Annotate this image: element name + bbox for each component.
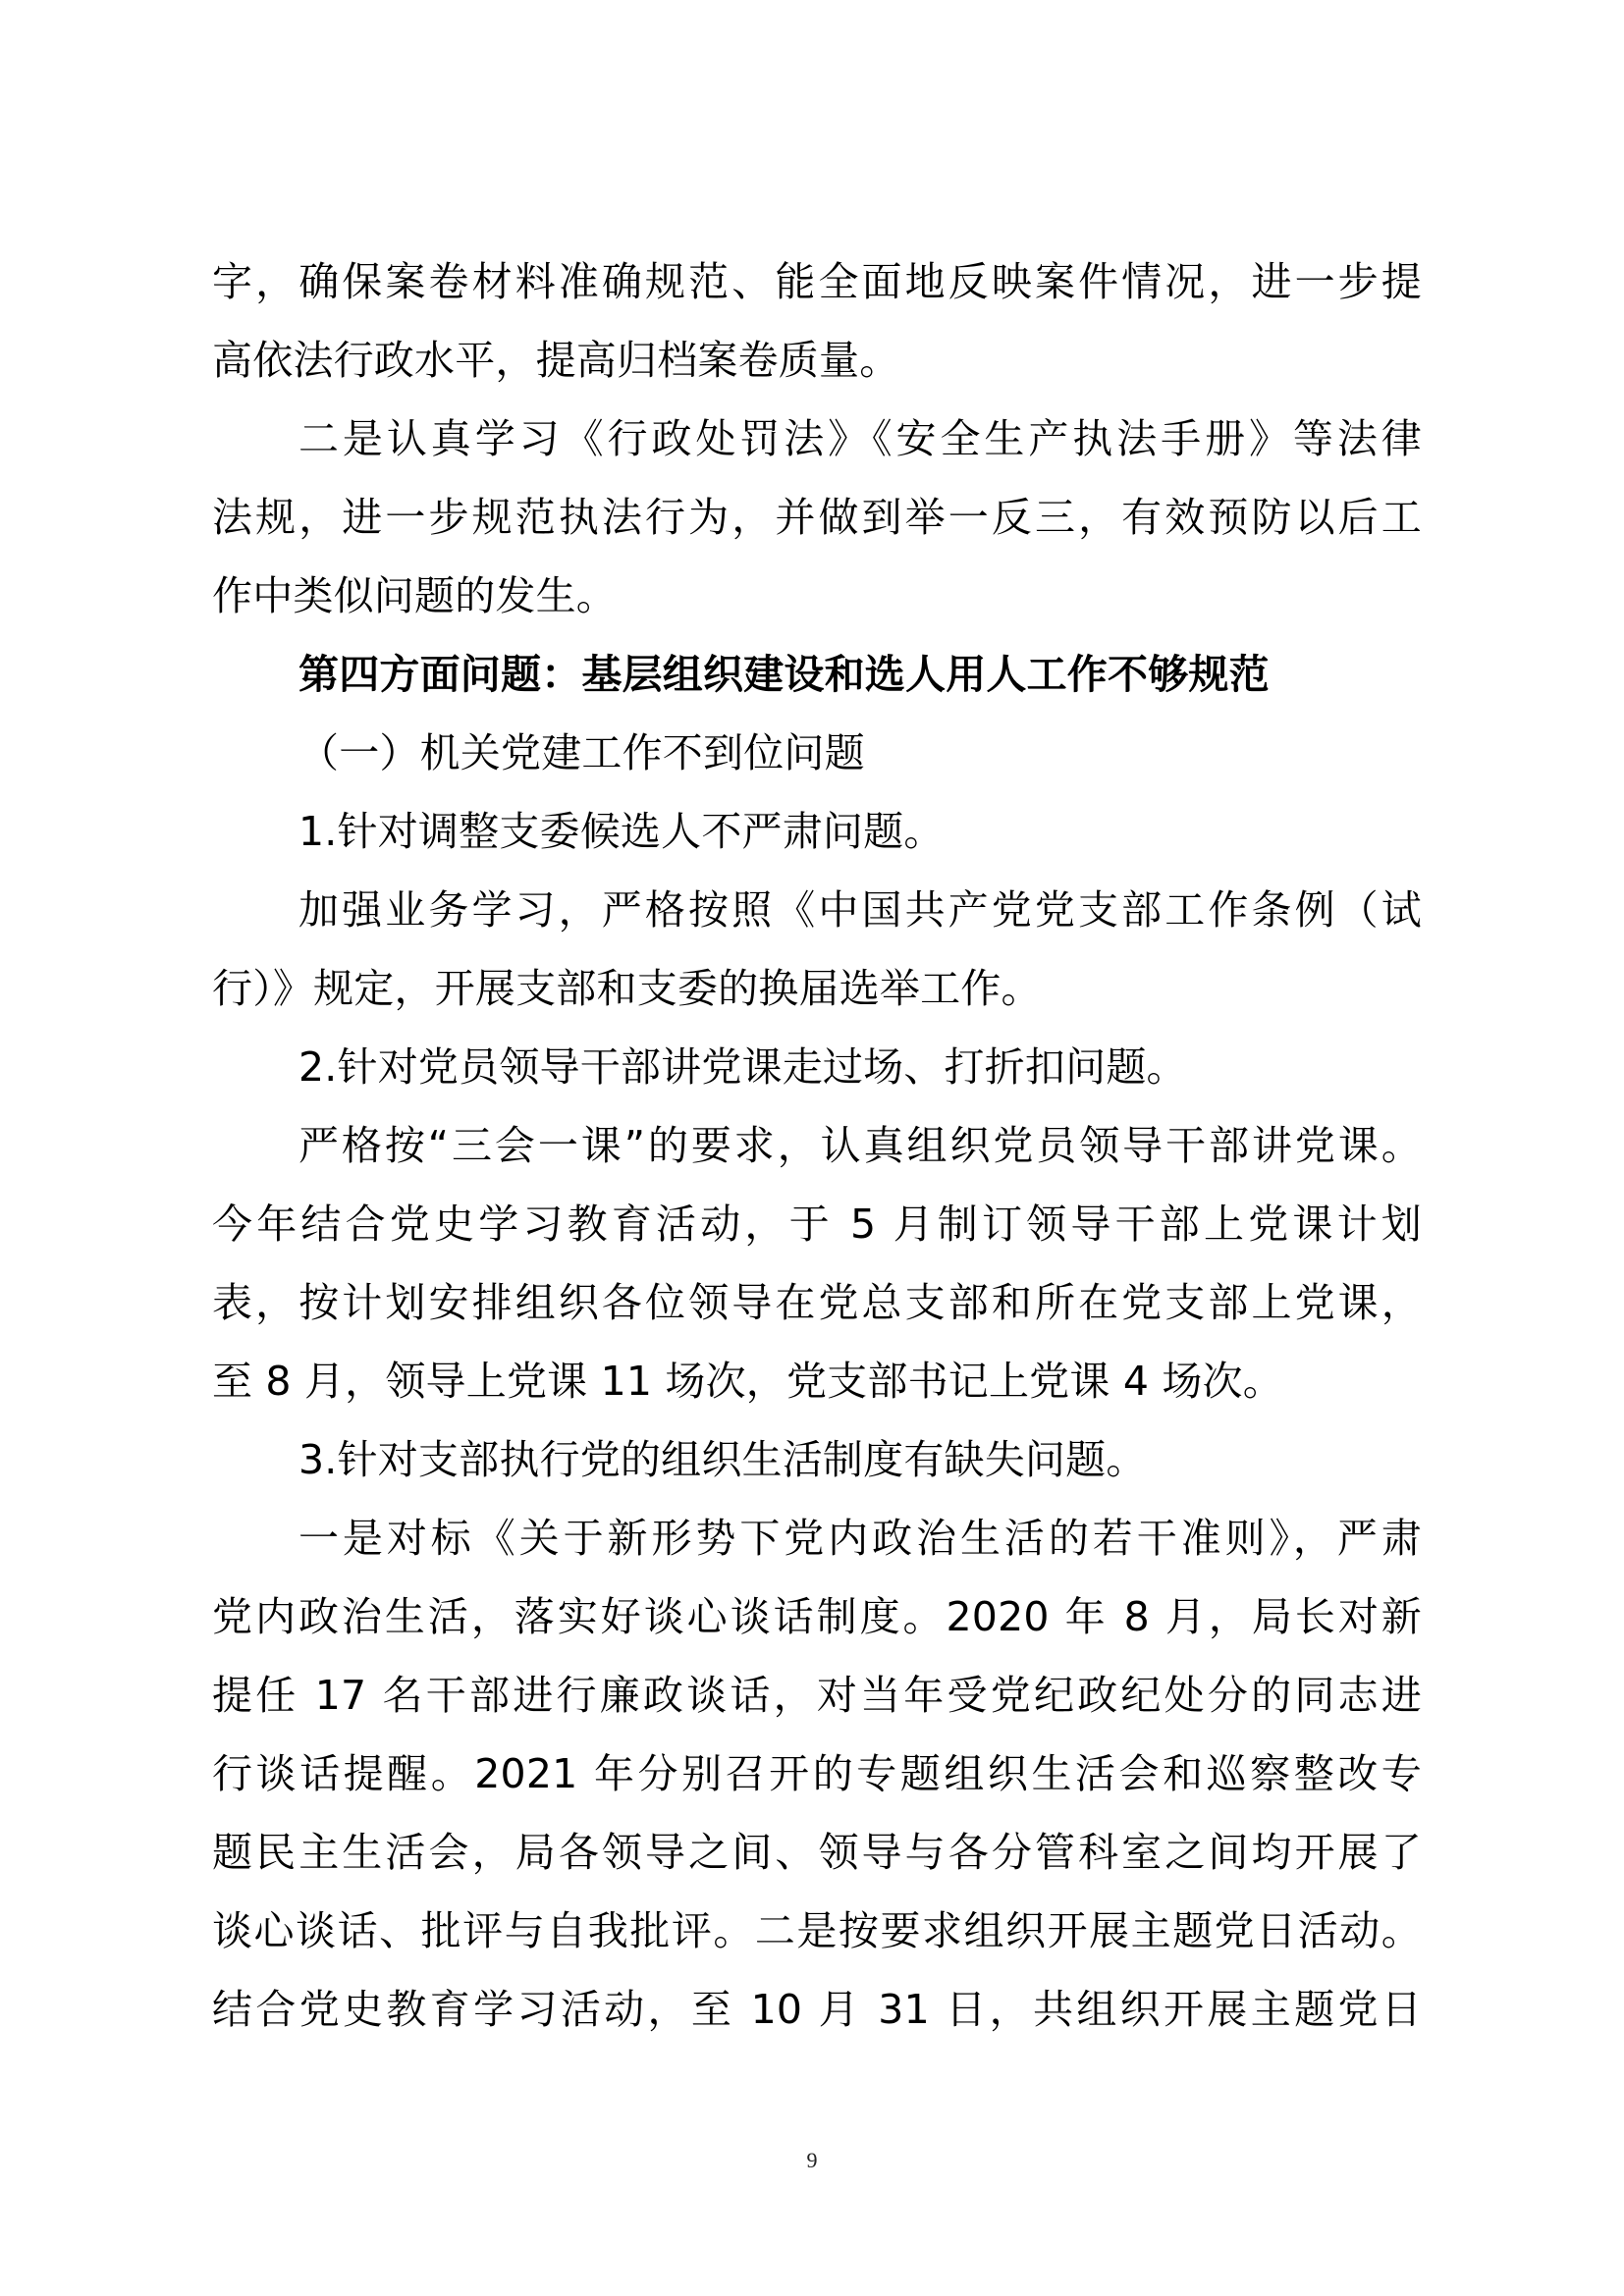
body-line: 二是认真学习《行政处罚法》《安全生产执法手册》等法律 — [298, 415, 1422, 462]
page-number: 9 — [806, 2148, 818, 2172]
body-line: 作中类似问题的发生。 — [212, 572, 617, 619]
body-line: 至 8 月，领导上党课 11 场次，党支部书记上党课 4 场次。 — [212, 1358, 1283, 1405]
body-line: 高依法行政水平，提高归档案卷质量。 — [212, 337, 900, 384]
item-heading: 1.针对调整支委候选人不严肃问题。 — [298, 808, 945, 855]
body-line: 表，按计划安排组织各位领导在党总支部和所在党支部上党课， — [212, 1279, 1422, 1326]
item-heading: 2.针对党员领导干部讲党课走过场、打折扣问题。 — [298, 1043, 1187, 1091]
body-line: 行谈话提醒。2021 年分别召开的专题组织生活会和巡察整改专 — [212, 1750, 1422, 1797]
body-line: 字，确保案卷材料准确规范、能全面地反映案件情况，进一步提 — [212, 258, 1422, 305]
body-line: 党内政治生活，落实好谈心谈话制度。2020 年 8 月，局长对新 — [212, 1593, 1422, 1640]
body-line: 谈心谈话、批评与自我批评。二是按要求组织开展主题党日活动。 — [212, 1907, 1422, 1954]
body-line: 一是对标《关于新形势下党内政治生活的若干准则》，严肃 — [298, 1515, 1422, 1562]
body-line: 结合党史教育学习活动，至 10 月 31 日，共组织开展主题党日 — [212, 1986, 1422, 2033]
page-body — [212, 242, 1422, 2049]
item-heading: 3.针对支部执行党的组织生活制度有缺失问题。 — [298, 1436, 1147, 1483]
body-line: 行）》规定，开展支部和支委的换届选举工作。 — [212, 965, 1042, 1012]
body-line: 严格按“三会一课”的要求，认真组织党员领导干部讲党课。 — [298, 1122, 1422, 1169]
section-heading: 第四方面问题：基层组织建设和选人用人工作不够规范 — [298, 651, 1270, 698]
body-line: 题民主生活会，局各领导之间、领导与各分管科室之间均开展了 — [212, 1829, 1422, 1876]
subsection-heading: （一）机关党建工作不到位问题 — [298, 729, 865, 776]
body-line: 加强业务学习，严格按照《中国共产党党支部工作条例（试 — [298, 886, 1422, 934]
body-line: 今年结合党史学习教育活动，于 5 月制订领导干部上党课计划 — [212, 1201, 1422, 1248]
body-line: 法规，进一步规范执法行为，并做到举一反三，有效预防以后工 — [212, 494, 1422, 541]
body-line: 提任 17 名干部进行廉政谈话，对当年受党纪政纪处分的同志进 — [212, 1672, 1422, 1719]
